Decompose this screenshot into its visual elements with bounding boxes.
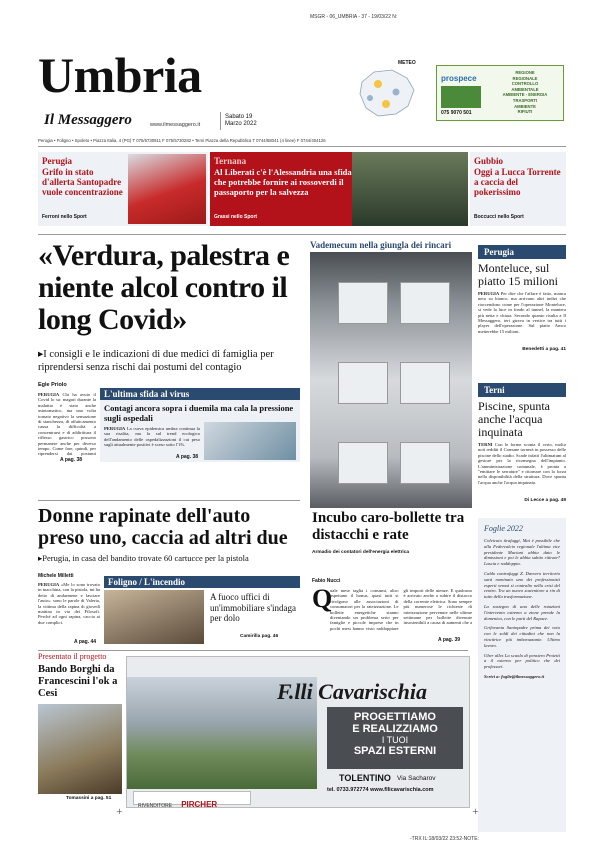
edition-code: MSGR - 06_UMBRIA - 37 - 19/03/22 N: xyxy=(310,14,398,20)
right-story-perugia[interactable] xyxy=(478,240,566,374)
meter-box xyxy=(400,282,450,324)
lead-headline[interactable]: «Verdura, palestra e niente alcol contro il long Covid» xyxy=(38,239,290,336)
right-body xyxy=(478,291,566,347)
bando-label: Presentato il progetto xyxy=(38,652,107,661)
section-label: Perugia xyxy=(478,245,566,259)
foligno-label: Foligno / L'incendio xyxy=(104,576,300,588)
ad-line3: I TUOI xyxy=(381,735,409,745)
lead-standfirst: ▸I consigli e le indicazioni di due medici di famiglia per riprendersi senza rischi dai postumi del contagio xyxy=(38,349,274,373)
bando-photo xyxy=(38,704,122,794)
fogli-box xyxy=(478,518,566,832)
teaser-title: Al Liberati c'è l'Alessandria una sfida che potrebbe fornire ai rossoverdi il passaporto per la salvezza xyxy=(214,167,352,197)
lead-page-ref: A pag. 38 xyxy=(60,457,83,463)
top-ad-line: TRASPORTI xyxy=(512,97,538,103)
foligno-page-ref: Camirilla pag. 46 xyxy=(240,634,279,639)
right-body-lead: TERNI xyxy=(478,442,493,447)
top-ad-line: REGIONALE xyxy=(512,75,538,81)
lead-author: Egle Priolo xyxy=(38,382,67,388)
top-ad-line: RIFIUTI xyxy=(517,109,533,115)
fogli-title: Foglie 2022 xyxy=(484,524,523,533)
top-ad-line: REGIONE xyxy=(515,70,535,75)
meteo-label: METEO xyxy=(398,60,416,66)
teaser-photo xyxy=(128,154,206,224)
vademecum-caption: Armadio dei contatori dell'energia elettrica xyxy=(312,550,410,555)
teaser-author: Ferroni nello Sport xyxy=(42,214,87,220)
virus-body-text: La curva epidemica umbra continua la sua risalita, ma la sul trend ecologico dell'andamento delle ospedalizzazioni il cui peso sugli attualmente positivi è sceso sotto l'1%. xyxy=(104,426,200,448)
ad-dealer-label: RIVENDITORE xyxy=(138,803,173,809)
lead-standfirst-text: I consigli e le indicazioni di due medici di famiglia per riprendersi senza rischi dai postumi del contagio xyxy=(38,349,274,373)
right-body-lead: PERUGIA xyxy=(478,291,500,296)
footer-code: -TRX IL:18/03/22 23:52-NOTE: xyxy=(410,836,479,842)
meter-box xyxy=(338,282,388,324)
vademecum-label: Vademecum nella giungla dei rincari xyxy=(310,240,452,250)
meters-photo xyxy=(310,252,472,508)
top-ad-lines xyxy=(489,70,561,115)
masthead-title: Umbria xyxy=(38,47,202,103)
masthead-website[interactable]: www.ilmessaggero.it xyxy=(150,122,201,128)
ad-line4: SPAZI ESTERNI xyxy=(353,745,437,757)
ad-cta-box xyxy=(327,707,463,769)
fogli-item: Colvicuto tirafuggi, Mai è possibile che alla Federcalcio regionale l'ultima vice presidente Maciani abbia dato le dimissioni e poi le abbia subito ritirate? Lascia e raddoppia. xyxy=(484,538,560,567)
teaser-kicker: Ternana xyxy=(214,156,247,166)
right-story-terni[interactable] xyxy=(478,378,566,512)
teaser-title: Grifo in stato d'allerta Santopadre vuole concentrazione xyxy=(42,167,123,197)
fogli-items xyxy=(484,538,560,828)
lead-body-text: Chi ha avuto il Covid lo sa: magari durante la malattia è stato anche asintomatico, ma una volta tornato negativo la sensazione di stanchezza, di affaticamento causa la difficoltà a concentrarsi e di addirittura il riflesso gastrico possono permanere anche per diverso tempo. Come fare, quindi, per riprendersi dai postumi xyxy=(38,392,96,456)
ad-contacts[interactable]: tel. 0733.972774 www.fllicavarischia.com xyxy=(327,787,434,793)
ad-line2: E REALIZZIAMO xyxy=(352,723,438,735)
vademecum-headline[interactable]: Incubo caro-bollette tra distacchi e rate xyxy=(312,510,465,543)
right-body-text: Con le forme sconta il certo, molto noti redditi il Comune tornerà in possesso delle piscine dello stadio. Scade infatti l'ultimatum al gestore per la riconsegna dell'impianto. L'amministrazione comunale, è pronta a "emittare le serrature" e ritornare con la forza nella disponibilità della struttura. Dove spunta l'acqua anche l'acqua inquinata. xyxy=(478,442,566,485)
right-body-text: Per dire che l'affare è fatto, manca nero su bianco, ma arrivano altri indizi che riaccendono come per l'operazione Monteluce, si vede la luce in fondo al tunnel, la maniera più netta e chiara. Secondo quanto risulta a Il Messaggero, ieri girava in vertice tra tutti i player dell'operazione. Sul piatto Amco metterebbe 15 milioni. xyxy=(478,291,566,334)
right-headline: Piscine, spunta anche l'acqua inquinata xyxy=(478,399,550,439)
top-ad-line: CONTROLLO xyxy=(511,81,539,87)
rapinate-body xyxy=(38,582,100,638)
vademecum-body: uale mese taglia i consumi, altro aspettano il bonus, quasi tutti si rivolgono alle associazioni di consumatori per la rateizzazione. Le bollette energetiche stanno diventando un problema serio per famiglie e piccole imprese che in pochi mesi hanno visto raddoppiare gli importi delle utenze. E qualcuno è arrivato anche a subire il distacco della corrente elettrica. Sono sempre più numerose le richieste di rateizzazione pervenute nelle ultime settimane per bollette divenute insostenibili a causa di aumenti che a xyxy=(330,588,472,631)
rule-top xyxy=(38,146,566,147)
vademecum-author: Fabio Nucci xyxy=(312,578,341,584)
masthead-date xyxy=(225,114,257,128)
top-ad-line: AMBIENTALE xyxy=(511,86,539,92)
rapinate-body-lead: PERUGIA xyxy=(38,582,60,587)
bando-headline[interactable]: Bando Borghi da Francescini l'ok a Cesi xyxy=(38,664,118,699)
rule-teasers xyxy=(38,234,566,235)
teaser-kicker: Perugia xyxy=(42,156,72,166)
rapinate-standfirst-text: Perugia, in casa del bandito trovate 60 cartucce per la pistola xyxy=(42,553,249,563)
right-page-ref: Di Lecce a pag. 49 xyxy=(524,498,566,503)
top-ad-line: AMBIENTE xyxy=(514,103,536,109)
cavarischia-ad[interactable] xyxy=(126,656,470,808)
foligno-box[interactable] xyxy=(104,576,300,648)
virus-photo xyxy=(204,422,296,460)
fogli-item: La sostegno di una delle rotazioni l'intervento estremo a zione prende la domenica, con le parti del Rapace. xyxy=(484,603,560,621)
fogli-item: Uber alles La scuola di pensiero Proietti a il esterno per politico che dei professori. xyxy=(484,652,560,670)
bando-page-ref: Tomassini a pag. 51 xyxy=(66,796,112,801)
vademecum-dropcap: Q xyxy=(312,584,333,613)
masthead-divider xyxy=(220,112,221,130)
vademecum-page-ref: A pag. 39 xyxy=(438,637,461,643)
date-line2: Marzo 2022 xyxy=(225,121,257,127)
lead-body-lead: PERUGIA xyxy=(38,392,60,397)
crop-mark: + xyxy=(116,807,123,816)
top-ad[interactable] xyxy=(436,65,564,121)
section-label: Terni xyxy=(478,383,566,397)
rapinate-standfirst: ▸Perugia, in casa del bandito trovate 60 cartucce per la pistola xyxy=(38,553,249,563)
rule-mid xyxy=(38,500,300,501)
crop-mark: + xyxy=(472,807,479,816)
meteo-map[interactable] xyxy=(352,62,424,122)
teaser-author: Grassi nello Sport xyxy=(214,214,258,220)
right-headline: Monteluce, sul piatto 15 milioni xyxy=(478,261,558,288)
rapinate-page-ref: A pag. 44 xyxy=(74,639,97,645)
virus-body xyxy=(104,426,200,456)
fogli-contact[interactable]: Scrivi a: foglie@ilmessaggero.it xyxy=(484,673,545,679)
meter-box xyxy=(400,362,450,404)
virus-body-lead: PERUGIA xyxy=(104,426,126,431)
teaser-perugia[interactable] xyxy=(38,152,208,226)
top-ad-brand: prospece xyxy=(441,74,477,83)
rule-bottom xyxy=(38,650,468,651)
right-body xyxy=(478,442,566,498)
masthead-paper: Il Messaggero xyxy=(44,112,132,128)
virus-box[interactable] xyxy=(100,388,300,462)
virus-label: L'ultima sfida al virus xyxy=(100,388,300,400)
rapinate-body-text: «Me lo sono trovato in macchina, con la pistola, mi ha detto di andarmene e lasciare l'auto»: sono le parole di Valeria, la vittima della rapina di giovedì mattina in via dei Filosofi. Perché ad ogni rapina, caccia ai due complici. xyxy=(38,582,100,625)
top-ad-phone: 075 9070 501 xyxy=(441,110,472,116)
ad-city: TOLENTINO xyxy=(339,773,391,783)
rapinate-headline[interactable]: Donne rapinate dell'auto preso uno, caccia ad altri due xyxy=(38,505,288,549)
teaser-gubbio[interactable] xyxy=(470,152,566,226)
top-ad-image xyxy=(441,86,481,108)
virus-headline: Contagi ancora sopra i duemila ma cala la pressione sugli ospedali xyxy=(104,403,294,423)
rapinate-author: Michele Milletti xyxy=(38,573,74,579)
teaser-kicker: Gubbio xyxy=(474,156,504,166)
fogli-item: Caldo contrafuggi Z. Davvero territorio sarà nominato uno dei professionisti esperti ormai si contralto nella crisi del centro. Tra un nuovo sostenitore a rin di tutto della trasformazione. xyxy=(484,570,560,600)
masthead-offices: Perugia • Foligno • Spoleto • Piazza Italia, 4 (PG) T 075/5730811 F 075/5730282 • Terni Piazza della Repubblica T 0744/58041 (4 linee) F 0744/404126 xyxy=(38,138,326,143)
virus-page-ref: A pag. 38 xyxy=(176,454,199,460)
umbria-map-icon xyxy=(352,62,424,122)
date-line1: Sabato 19 xyxy=(225,114,253,120)
ad-line1: PROGETTIAMO xyxy=(354,711,436,723)
foligno-headline: A fuoco uffici di un'immobiliare s'indaga per dolo xyxy=(210,592,296,623)
teaser-title: Oggi a Lucca Torrente a caccia del pokerissimo xyxy=(474,167,561,197)
ad-dealer-name: PIRCHER xyxy=(181,800,218,809)
foligno-photo xyxy=(104,590,204,644)
top-ad-line: AMBIENTE - ENERGIA xyxy=(502,92,548,98)
fogli-item: Grifovania Santopadre prima dei voto con le soldi dei cittadini che non la vincitrice più imbarazzante. Ultimo lavoro. xyxy=(484,625,560,648)
meter-box xyxy=(338,442,388,484)
teaser-author: Boccucci nello Sport xyxy=(474,214,524,220)
lead-body xyxy=(38,392,96,456)
ad-street: Via Sacharov xyxy=(397,775,436,782)
teaser-photo-coach xyxy=(352,152,468,226)
right-page-ref: Benedetti a pag. 41 xyxy=(522,347,566,352)
meter-box xyxy=(338,362,388,404)
ad-brand: F.lli Cavarischia xyxy=(277,679,427,704)
ad-dealer xyxy=(133,791,251,809)
meter-box xyxy=(400,442,450,484)
